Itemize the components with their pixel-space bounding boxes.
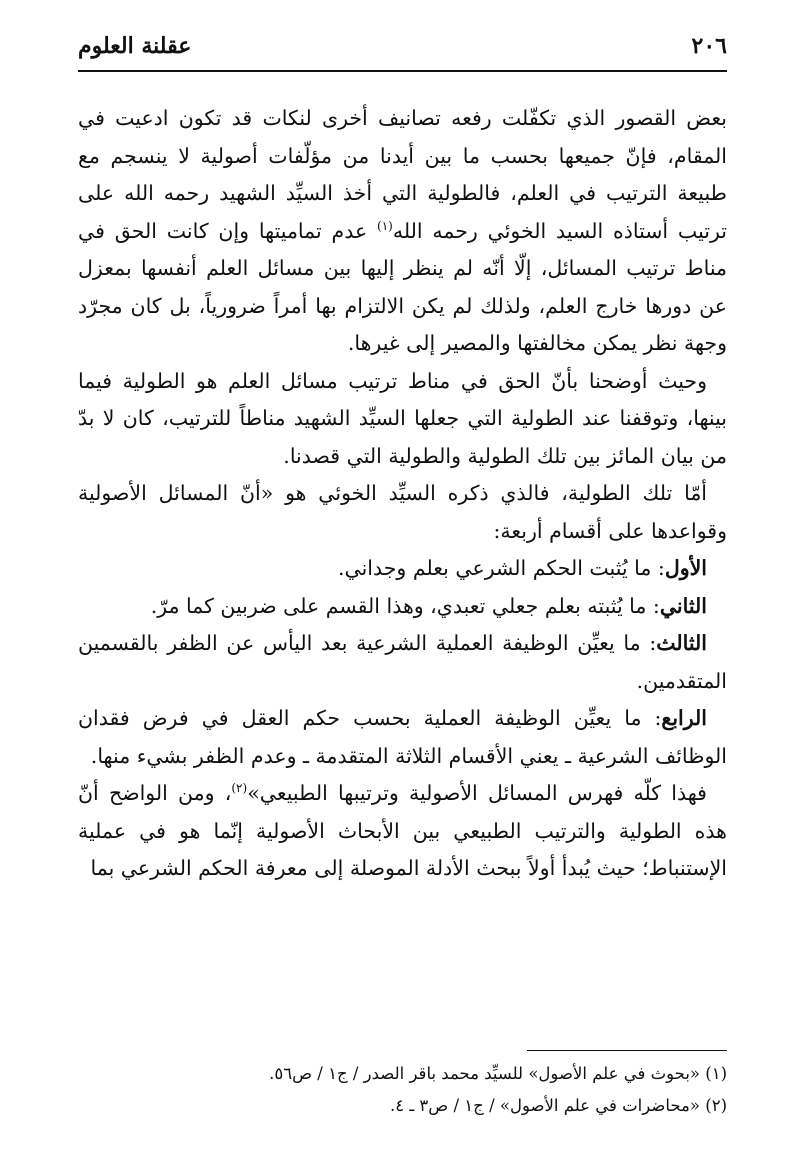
footnote-1: (١) «بحوث في علم الأصول» للسيِّد محمد باقر الصدر / ج١ / ص٥٦.: [269, 1064, 727, 1083]
footnotes: [78, 1058, 727, 1122]
list-item-2: الثاني: ما يُثبته بعلم جعلي تعبدي، وهذا القسم على ضربين كما مرّ.: [150, 593, 707, 618]
running-title: عقلنة العلوم: [78, 33, 192, 59]
footnote-ref-2: (٢): [231, 781, 248, 796]
footnote-ref-1: (١): [377, 218, 393, 233]
paragraph-3: أمّا تلك الطولية، فالذي ذكره السيِّد الخوئي هو «أنّ المسائل الأصولية وقواعدها على أقسام أربعة:: [78, 481, 727, 543]
header-rule: [78, 70, 727, 72]
paragraph-1: بعض القصور الذي تكفّلت رفعه تصانيف أخرى لنكات قد تكون ادعيت في المقام، فإنّ جميعها بحسب ما بين أيدنا من مؤلّفات أصولية لا ينسجم مع طبيعة الترتيب في العلم، فالطولية التي أخذ السيِّد الشهيد رحمه الله على ترتيب أستاذه السيد الخوئي رحمه الله$^{(١)}$ عدم تماميتها وإن كانت الحق في مناط ترتيب المسائل، إلّا أنّه لم ينظر إليها بين مسائل العلم أنفسها بمعزل عن دورها خارج العلم، ولذلك لم يكن الالتزام بها أمراً ضرورياً، بل كان مجرّد وجهة نظر يمكن مخالفتها والمصير إلى غيرها.: [78, 106, 727, 355]
list-item-1: الأول: ما يُثبت الحكم الشرعي بعلم وجداني.: [338, 556, 707, 580]
main-text: [78, 100, 727, 888]
list-item-4: الرابع: ما يعيِّن الوظيفة العملية بحسب حكم العقل في فرض فقدان الوظائف الشرعية ـ يعني الأقسام الثلاثة المتقدمة ـ وعدم الظفر بشيء منها.: [78, 706, 727, 768]
footnote-rule: [527, 1050, 727, 1051]
paragraph-4: فهذا كلّه فهرس المسائل الأصولية وترتيبها الطبيعي»$^{(٢)}$، ومن الواضح أنّ هذه الطولية والترتيب الطبيعي بين الأبحاث الأصولية إنّما هو في عملية الإستنباط؛ حيث يُبدأ أولاً ببحث الأدلة الموصلة إلى معرفة الحكم الشرعي بما: [78, 781, 727, 880]
paragraph-2: وحيث أوضحنا بأنّ الحق في مناط ترتيب مسائل العلم هو الطولية فيما بينها، وتوقفنا عند الطولية التي جعلها السيِّد الشهيد مناطاً للترتيب، كان لا بدّ من بيان المائز بين تلك الطولية والطولية التي قصدنا.: [78, 368, 727, 468]
list-item-3: الثالث: ما يعيِّن الوظيفة العملية الشرعية بعد اليأس عن الظفر بالقسمين المتقدمين.: [78, 631, 727, 693]
page-header: [78, 26, 727, 66]
footnote-2: (٢) «محاضرات في علم الأصول» / ج١ / ص٣ ـ ٤.: [389, 1096, 727, 1115]
page-number: ٢٠٦: [691, 33, 727, 59]
